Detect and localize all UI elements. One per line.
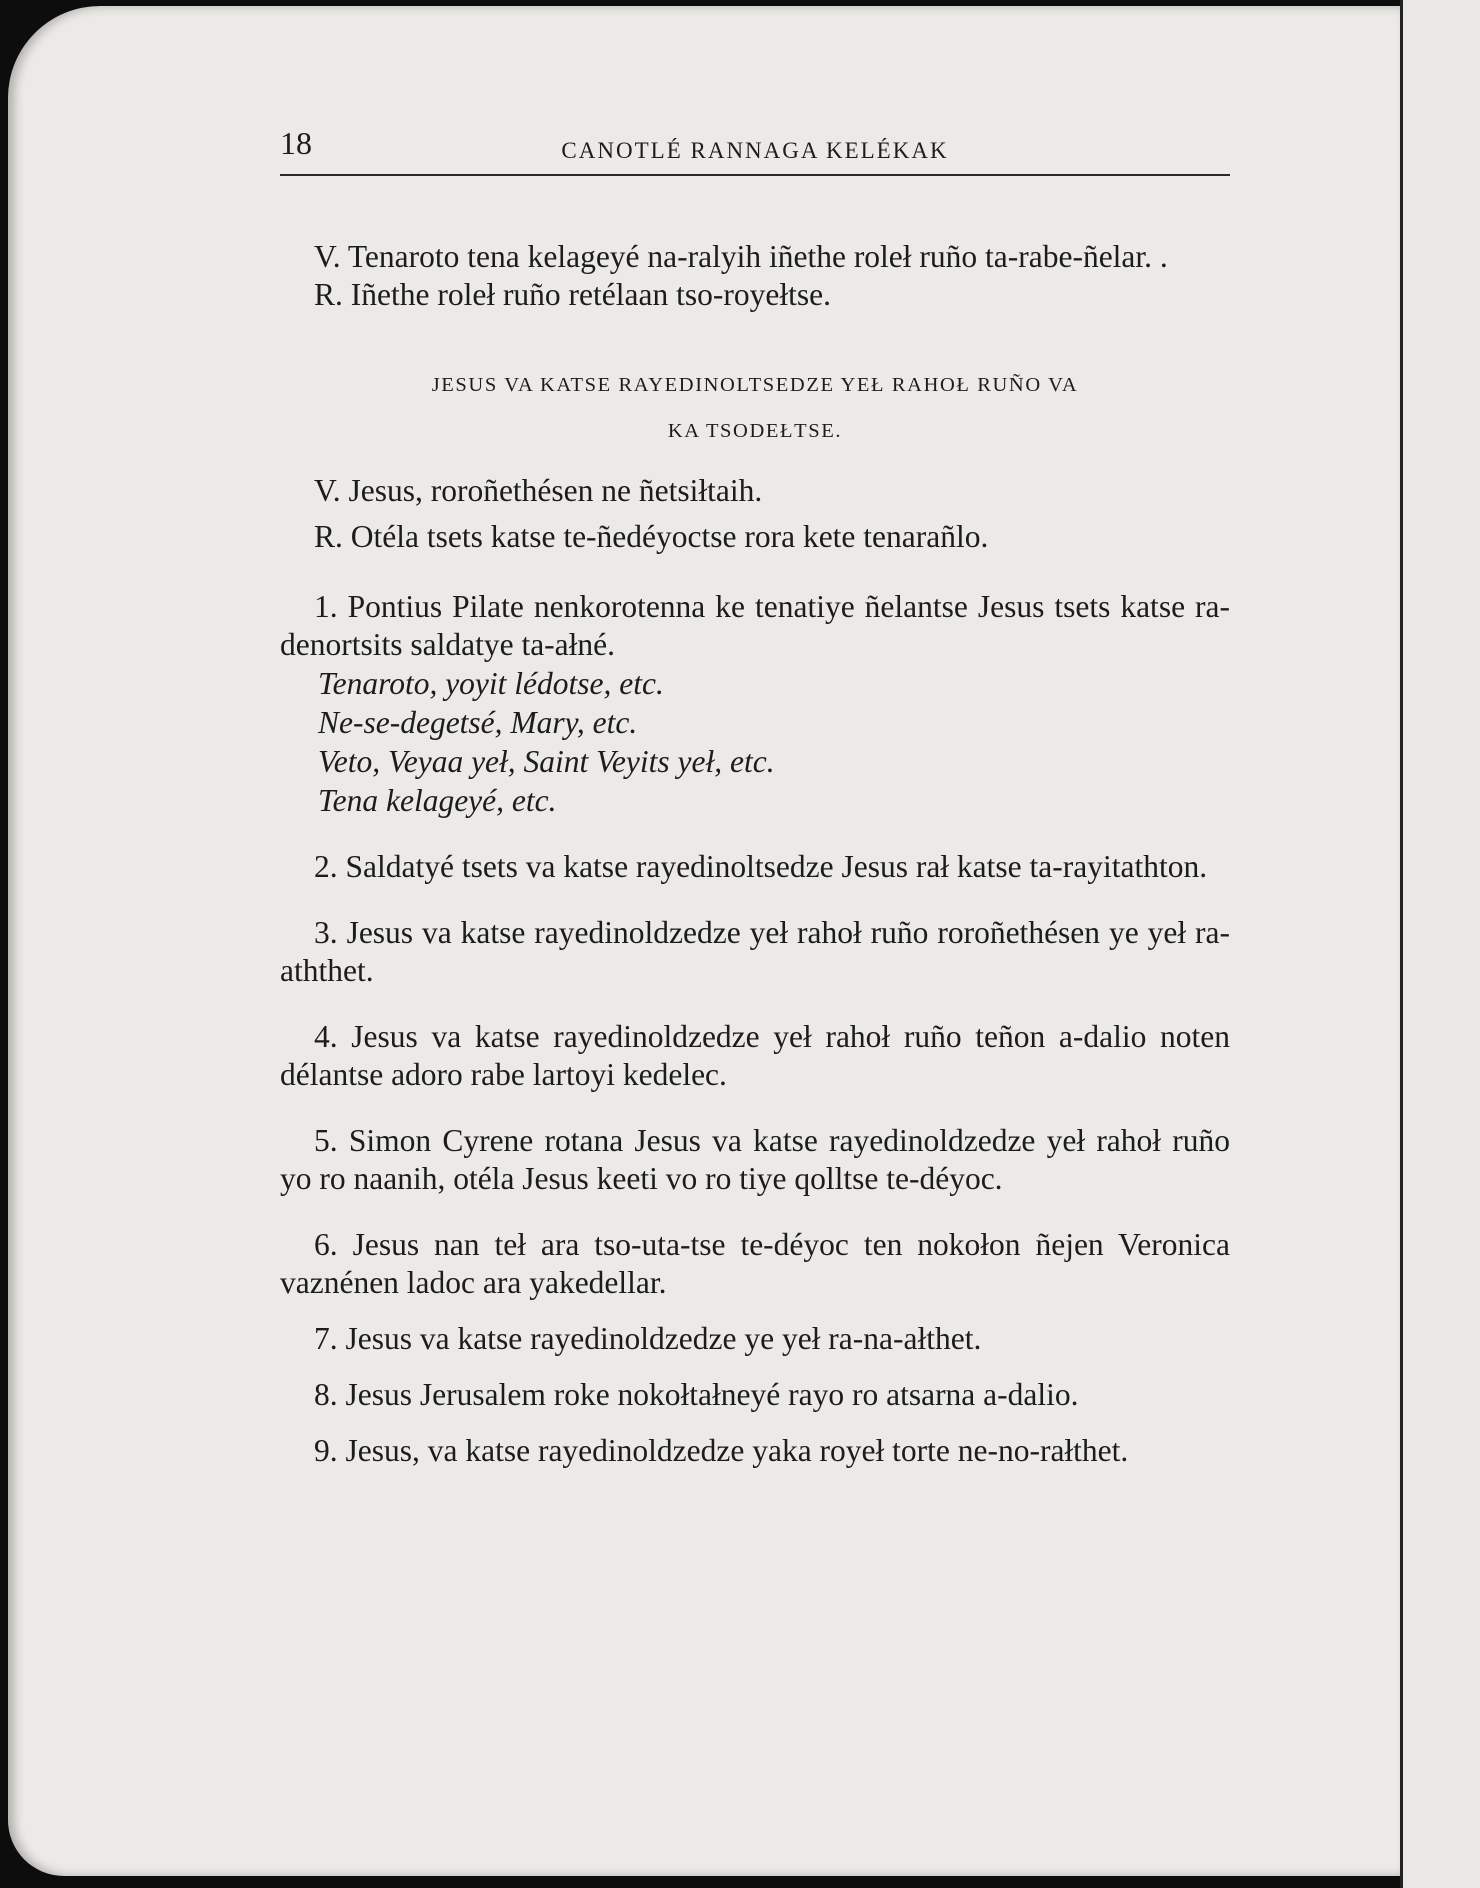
response — [280, 518, 1230, 556]
facing-page-edge — [1400, 0, 1480, 1888]
station-number: 7. — [314, 1321, 338, 1356]
versicle-text: Jesus, roroñethésen ne ñetsiłtaih. — [348, 473, 763, 508]
page-content — [280, 118, 1230, 1470]
station-text: Jesus va katse rayedinoldzedze yeł rahoł ruño teñon a-dalio noten délantse adoro rabe lartoyi kedelec. — [280, 1019, 1230, 1092]
station-1 — [280, 588, 1230, 664]
station-text: Jesus Jerusalem roke nokołtałneyé rayo ro atsarna a-dalio. — [345, 1377, 1079, 1412]
section-title-line-1: JESUS VA KATSE RAYEDINOLTSEDZE YEŁ RAHOŁ RUÑO VA — [431, 374, 1079, 396]
station-number: 2. — [314, 849, 338, 884]
station-5 — [280, 1122, 1230, 1198]
page-number: 18 — [280, 125, 312, 161]
versicle-text: Tenaroto tena kelageyé na-ralyih iñethe roleł ruño ta-rabe-ñelar. . — [347, 239, 1168, 274]
response-label: R. — [314, 519, 343, 554]
station-responses — [280, 664, 1230, 820]
response-text: Iñethe roleł ruño retélaan tso-royełtse. — [350, 277, 831, 312]
station-4 — [280, 1018, 1230, 1094]
response-line: Tena kelageyé, etc. — [318, 783, 557, 818]
page-header — [280, 118, 1230, 176]
opening-response — [280, 276, 1230, 314]
station-text: Pontius Pilate nenkorotenna ke tenatiye ñelantse Jesus tsets katse ra-denortsits saldatye ta-ałné. — [280, 589, 1230, 662]
station-2 — [280, 848, 1230, 886]
station-8 — [280, 1376, 1230, 1414]
station-9 — [280, 1432, 1230, 1470]
station-number: 6. — [314, 1227, 338, 1262]
response-line: Veto, Veyaa yeł, Saint Veyits yeł, etc. — [318, 744, 775, 779]
station-text: Jesus va katse rayedinoldzedze yeł rahoł ruño roroñethésen ye yeł ra-aththet. — [280, 915, 1230, 988]
versicle-label: V. — [314, 473, 341, 508]
versicle-label: V. — [314, 239, 341, 274]
station-7 — [280, 1320, 1230, 1358]
opening-versicle — [280, 238, 1230, 276]
running-title: CANOTLÉ RANNAGA KELÉKAK — [561, 138, 949, 163]
station-text: Jesus, va katse rayedinoldzedze yaka royeł torte ne-no-rałthet. — [345, 1433, 1129, 1468]
station-6 — [280, 1226, 1230, 1302]
station-number: 3. — [314, 915, 338, 950]
station-number: 1. — [314, 589, 338, 624]
station-text: Jesus nan teł ara tso-uta-tse te-déyoc ten nokołon ñejen Veronica vaznénen ladoc ara yakedellar. — [280, 1227, 1230, 1300]
station-number: 9. — [314, 1433, 338, 1468]
versicle — [280, 472, 1230, 510]
section-title — [280, 362, 1230, 454]
station-number: 5. — [314, 1123, 338, 1158]
response-line: Ne-se-degetsé, Mary, etc. — [318, 705, 638, 740]
station-text: Simon Cyrene rotana Jesus va katse rayedinoldzedze yeł rahoł ruño yo ro naanih, otéla Jesus keeti vo ro tiye qolltse te-déyoc. — [280, 1123, 1230, 1196]
section-title-line-2: KA TSODEŁTSE. — [667, 420, 843, 442]
response-line: Tenaroto, yoyit lédotse, etc. — [318, 666, 664, 701]
station-3 — [280, 914, 1230, 990]
response-text: Otéla tsets katse te-ñedéyoctse rora kete tenarañlo. — [350, 519, 989, 554]
response-label: R. — [314, 277, 343, 312]
station-text: Jesus va katse rayedinoldzedze ye yeł ra-na-ałthet. — [345, 1321, 982, 1356]
station-number: 8. — [314, 1377, 338, 1412]
station-number: 4. — [314, 1019, 338, 1054]
station-text: Saldatyé tsets va katse rayedinoltsedze Jesus rał katse ta-rayitathton. — [345, 849, 1208, 884]
